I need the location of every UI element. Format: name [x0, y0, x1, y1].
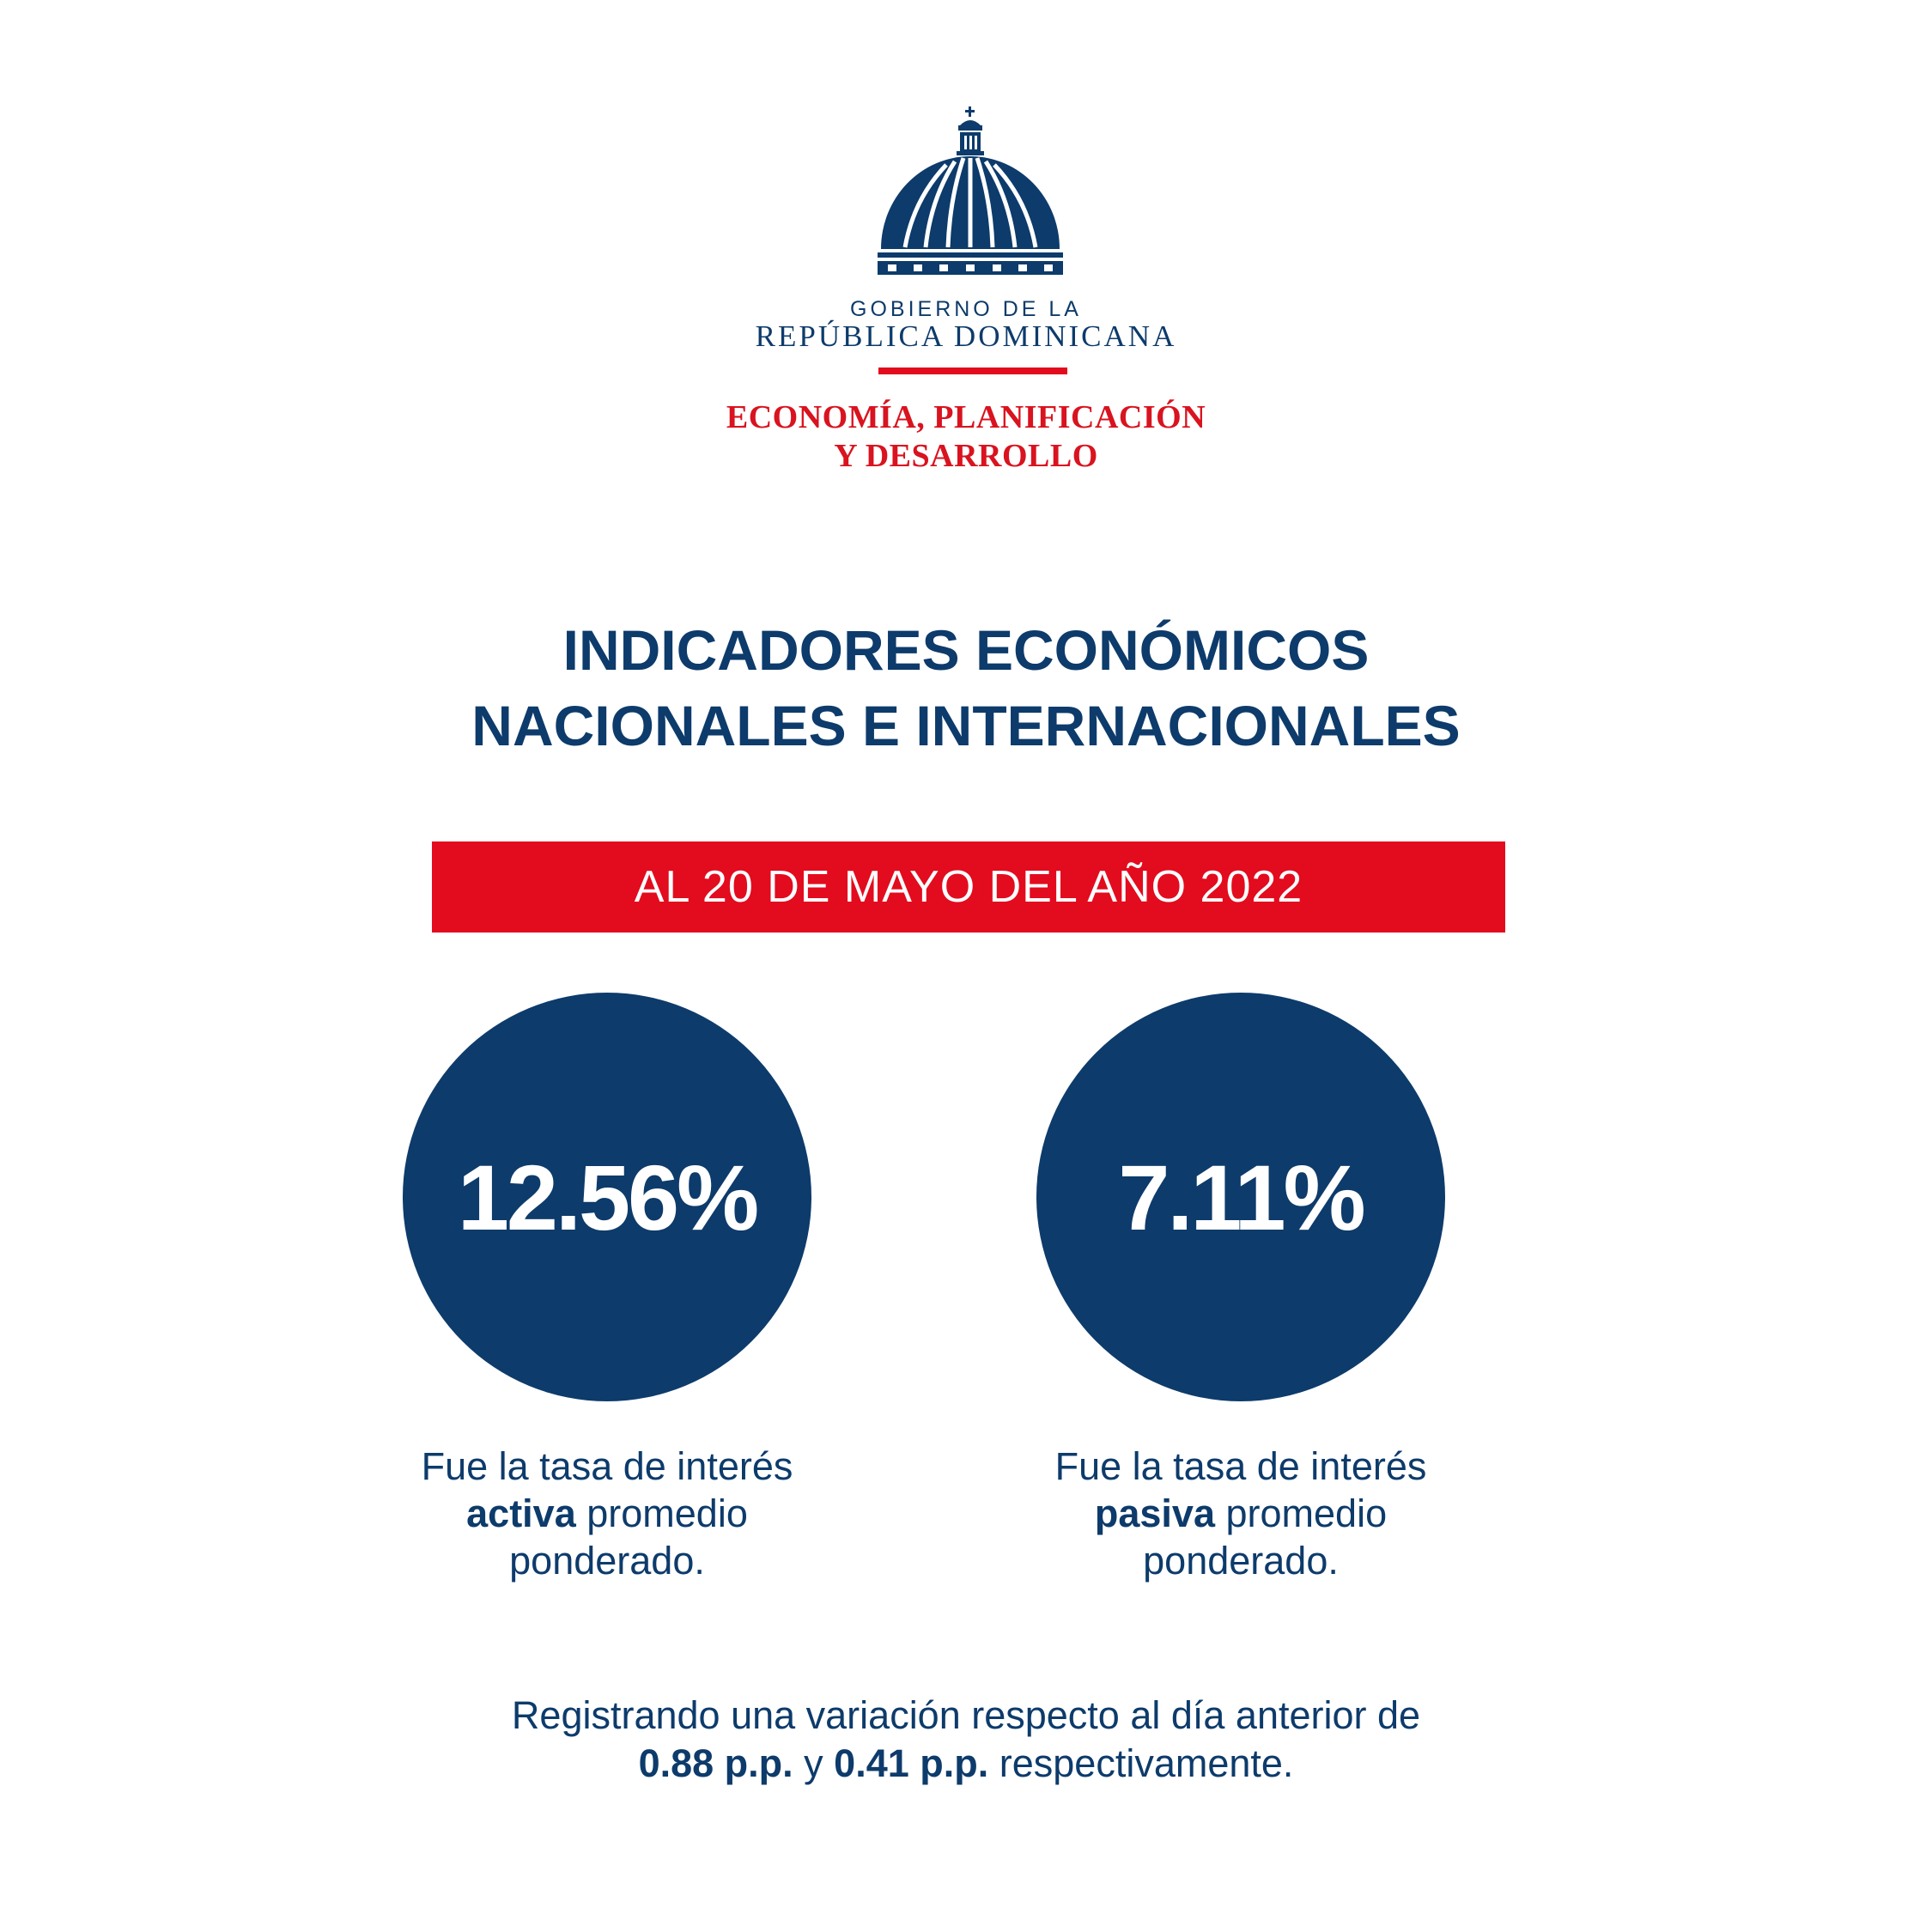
caption-line: ponderado. [1143, 1539, 1339, 1583]
ministry-name-line1: ECONOMÍA, PLANIFICACIÓN [726, 399, 1206, 435]
caption-emphasis: pasiva [1094, 1492, 1215, 1535]
passive-rate-circle [1036, 993, 1445, 1401]
active-rate-circle [403, 993, 811, 1401]
ministry-name-line2: Y DESARROLLO [834, 438, 1098, 474]
variation-note-line1: Registrando una variación respecto al día anterior de [511, 1693, 1421, 1737]
variation-active-value: 0.88 p.p. [638, 1741, 793, 1785]
variation-passive-value: 0.41 p.p. [834, 1741, 989, 1785]
date-banner [432, 841, 1505, 933]
capitol-dome-icon [876, 105, 1065, 276]
variation-note-line2 [0, 1740, 1932, 1788]
active-rate-caption [332, 1443, 882, 1584]
page-title [0, 612, 1932, 763]
country-name: REPÚBLICA DOMINICANA [755, 319, 1177, 353]
logo-divider [878, 368, 1067, 374]
passive-rate-value: 7.11% [1118, 1145, 1364, 1249]
caption-line: Fue la tasa de interés [421, 1444, 793, 1488]
date-banner-text: AL 20 DE MAYO DEL AÑO 2022 [634, 862, 1303, 912]
caption-text: promedio [575, 1492, 748, 1535]
variation-conjunction: y [793, 1741, 835, 1785]
caption-line [332, 1490, 882, 1537]
caption-line [966, 1490, 1516, 1537]
government-label: GOBIERNO DE LA [850, 297, 1082, 321]
caption-line: ponderado. [509, 1539, 705, 1583]
variation-tail: respectivamente. [988, 1741, 1294, 1785]
ministry-name [0, 398, 1932, 476]
variation-note [0, 1692, 1932, 1788]
passive-rate-caption [966, 1443, 1516, 1584]
caption-text: promedio [1215, 1492, 1388, 1535]
active-rate-value: 12.56% [457, 1145, 757, 1249]
caption-line: Fue la tasa de interés [1054, 1444, 1427, 1488]
caption-emphasis: activa [466, 1492, 576, 1535]
page-title-line2: NACIONALES E INTERNACIONALES [471, 694, 1461, 757]
page-title-line1: INDICADORES ECONÓMICOS [562, 618, 1370, 682]
